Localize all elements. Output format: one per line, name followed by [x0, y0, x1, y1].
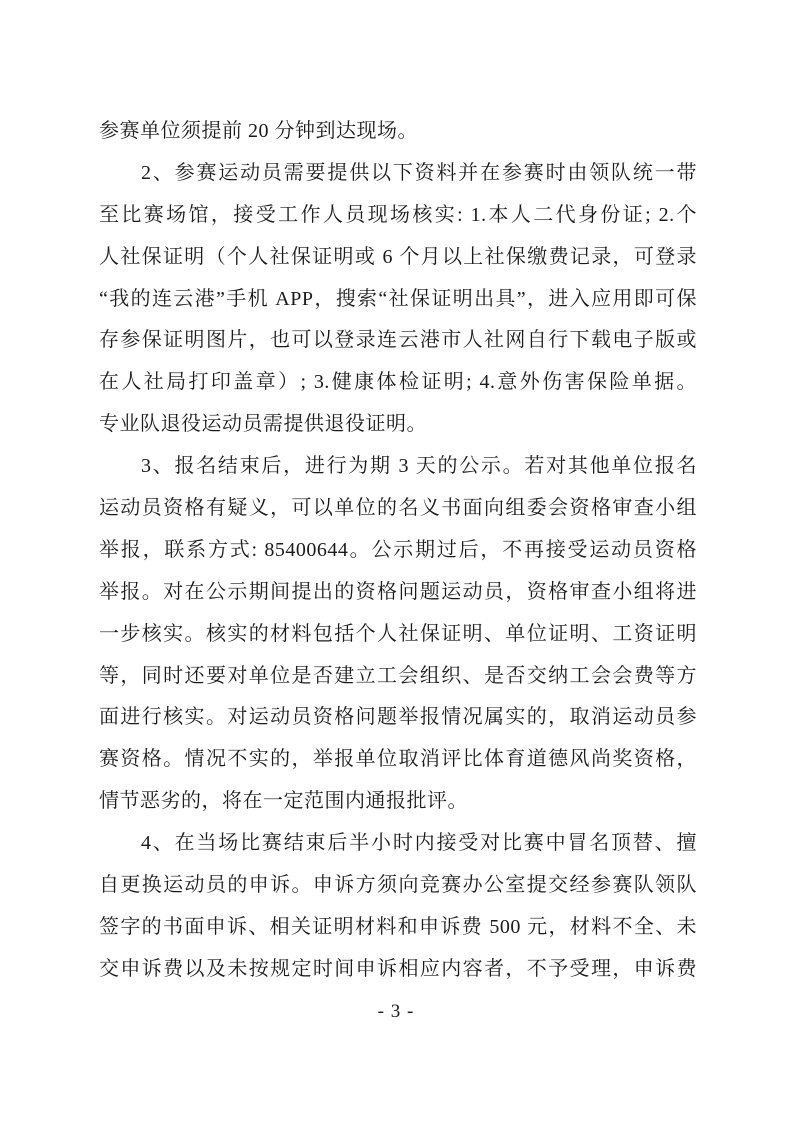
- text-line: 4、在当场比赛结束后半小时内接受对比赛中冒名顶替、擅: [141, 832, 697, 855]
- text-line: 举报，联系方式: 85400644。公示期过后，不再接受运动员资格: [99, 538, 697, 561]
- text-line: 面进行核实。对运动员资格问题举报情况属实的，取消运动员参: [99, 706, 697, 729]
- document-body: [99, 111, 697, 991]
- text-line: 签字的书面申诉、相关证明材料和申诉费 500 元，材料不全、未: [99, 915, 697, 938]
- text-line: 交申诉费以及未按规定时间申诉相应内容者，不予受理，申诉费: [99, 957, 697, 980]
- text-line: 运动员资格有疑义，可以单位的名义书面向组委会资格审查小组: [99, 497, 697, 520]
- text-line: 情节恶劣的，将在一定范围内通报批评。: [99, 790, 468, 813]
- page-number: - 3 -: [377, 1001, 415, 1022]
- text-line: 参赛单位须提前 20 分钟到达现场。: [99, 120, 418, 142]
- text-line: 2、参赛运动员需要提供以下资料并在参赛时由领队统一带: [141, 161, 697, 184]
- text-line: 自更换运动员的申诉。申诉方须向竞赛办公室提交经参赛队领队: [99, 874, 697, 897]
- text-line: 存参保证明图片，也可以登录连云港市人社网自行下载电子版或: [99, 329, 697, 352]
- text-line: “我的连云港”手机 APP，搜索“社保证明出具”，进入应用即可保: [99, 287, 697, 310]
- text-line: 人社保证明（个人社保证明或 6 个月以上社保缴费记录，可登录: [99, 245, 697, 268]
- text-line: 专业队退役运动员需提供退役证明。: [99, 413, 427, 436]
- text-line: 一步核实。核实的材料包括个人社保证明、单位证明、工资证明: [99, 622, 697, 645]
- text-line: 3、报名结束后，进行为期 3 天的公示。若对其他单位报名: [141, 455, 697, 478]
- text-line: 赛资格。情况不实的，举报单位取消评比体育道德风尚奖资格，: [99, 748, 697, 771]
- text-line: 举报。对在公示期间提出的资格问题运动员，资格审查小组将进: [99, 580, 697, 603]
- text-line: 在人社局打印盖章）; 3.健康体检证明; 4.意外伤害保险单据。: [99, 371, 697, 394]
- text-line: 至比赛场馆，接受工作人员现场核实: 1.本人二代身份证; 2.个: [99, 203, 697, 226]
- text-line: 等，同时还要对单位是否建立工会组织、是否交纳工会会费等方: [99, 664, 697, 687]
